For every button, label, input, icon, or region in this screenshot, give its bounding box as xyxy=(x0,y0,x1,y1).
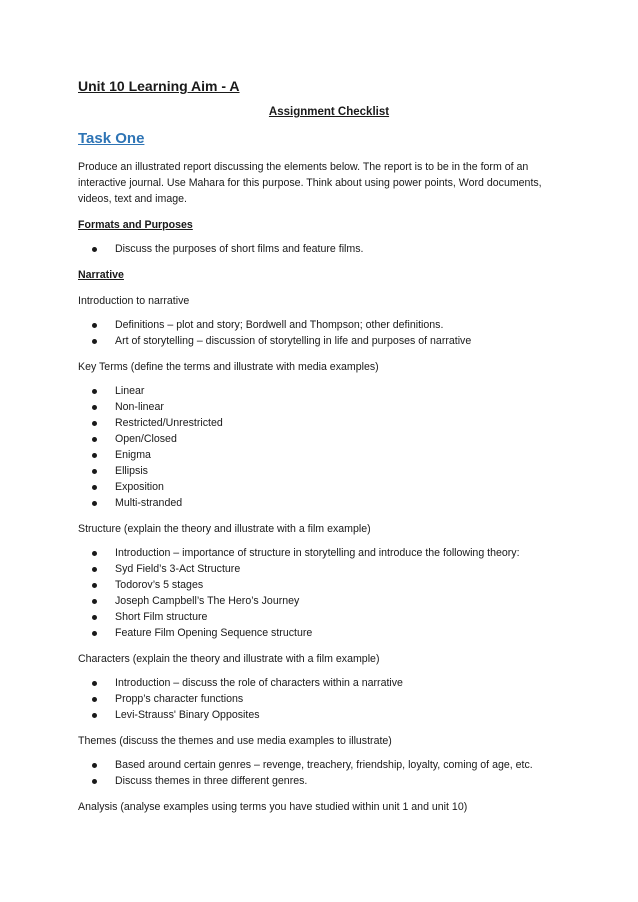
analysis-label: Analysis (analyse examples using terms you have studied within unit 1 and unit 10) xyxy=(78,801,468,813)
list-item-text: Introduction – discuss the role of characters within a narrative xyxy=(115,677,403,689)
bullet-icon xyxy=(92,763,97,768)
bullet-icon xyxy=(92,247,97,252)
list-item xyxy=(115,479,558,495)
bullet-icon xyxy=(92,421,97,426)
bullet-icon xyxy=(92,631,97,636)
bullet-icon xyxy=(92,599,97,604)
list-item-text: Ellipsis xyxy=(115,465,148,477)
list-item-text: Based around certain genres – revenge, treachery, friendship, loyalty, coming of age, etc. xyxy=(115,759,533,771)
list-item xyxy=(115,757,558,773)
structure-list xyxy=(78,545,558,641)
bullet-icon xyxy=(92,323,97,328)
list-item xyxy=(115,691,558,707)
list-item xyxy=(115,609,558,625)
key-terms-label: Key Terms (define the terms and illustrate with media examples) xyxy=(78,361,379,373)
narrative-heading: Narrative xyxy=(78,269,124,281)
bullet-icon xyxy=(92,697,97,702)
bullet-icon xyxy=(92,567,97,572)
list-item-text: Propp’s character functions xyxy=(115,693,244,705)
list-item xyxy=(115,495,558,511)
list-item-text: Discuss themes in three different genres. xyxy=(115,775,308,787)
list-item-text: Definitions – plot and story; Bordwell and Thompson; other definitions. xyxy=(115,319,444,331)
list-item xyxy=(115,241,558,257)
list-item-text: Enigma xyxy=(115,449,151,461)
list-item-text: Joseph Campbell’s The Hero’s Journey xyxy=(115,595,300,607)
list-item xyxy=(115,383,558,399)
list-item xyxy=(115,415,558,431)
list-item-text: Discuss the purposes of short films and feature films. xyxy=(115,243,364,255)
list-item xyxy=(115,593,558,609)
list-item xyxy=(115,463,558,479)
document-title: Unit 10 Learning Aim - A xyxy=(78,78,240,94)
list-item-text: Multi-stranded xyxy=(115,497,183,509)
list-item xyxy=(115,577,558,593)
list-item-text: Non-linear xyxy=(115,401,164,413)
bullet-icon xyxy=(92,681,97,686)
key-terms-list xyxy=(78,383,558,511)
bullet-icon xyxy=(92,713,97,718)
list-item-text: Syd Field’s 3-Act Structure xyxy=(115,563,241,575)
bullet-icon xyxy=(92,437,97,442)
bullet-icon xyxy=(92,779,97,784)
list-item xyxy=(115,707,558,723)
narrative-intro-label: Introduction to narrative xyxy=(78,295,190,307)
list-item xyxy=(115,333,558,349)
document-subtitle: Assignment Checklist xyxy=(268,106,390,118)
list-item xyxy=(115,561,558,577)
bullet-icon xyxy=(92,453,97,458)
list-item xyxy=(115,773,558,789)
bullet-icon xyxy=(92,389,97,394)
themes-label: Themes (discuss the themes and use media examples to illustrate) xyxy=(78,735,392,747)
intro-paragraph: Produce an illustrated report discussing the elements below. The report is to be in the form of an interactive journal. Use Mahara for this purpose. Think about using power points, Word documents, videos, text and image. xyxy=(78,161,542,205)
list-item-text: Open/Closed xyxy=(115,433,177,445)
list-item xyxy=(115,545,558,561)
list-item-text: Short Film structure xyxy=(115,611,208,623)
list-item-text: Feature Film Opening Sequence structure xyxy=(115,627,313,639)
bullet-icon xyxy=(92,583,97,588)
list-item xyxy=(115,675,558,691)
bullet-icon xyxy=(92,615,97,620)
characters-list xyxy=(78,675,558,723)
list-item xyxy=(115,447,558,463)
bullet-icon xyxy=(92,501,97,506)
themes-list xyxy=(78,757,558,789)
document-body xyxy=(78,159,558,823)
bullet-icon xyxy=(92,551,97,556)
bullet-icon xyxy=(92,339,97,344)
formats-list xyxy=(78,241,558,257)
list-item-text: Linear xyxy=(115,385,145,397)
list-item xyxy=(115,399,558,415)
characters-label: Characters (explain the theory and illustrate with a film example) xyxy=(78,653,380,665)
list-item-text: Exposition xyxy=(115,481,164,493)
task-heading: Task One xyxy=(78,130,145,147)
list-item-text: Todorov’s 5 stages xyxy=(115,579,204,591)
list-item xyxy=(115,625,558,641)
structure-label: Structure (explain the theory and illustrate with a film example) xyxy=(78,523,371,535)
bullet-icon xyxy=(92,469,97,474)
list-item-text: Restricted/Unrestricted xyxy=(115,417,223,429)
list-item xyxy=(115,317,558,333)
list-item-text: Art of storytelling – discussion of storytelling in life and purposes of narrative xyxy=(115,335,472,347)
list-item-text: Introduction – importance of structure in storytelling and introduce the following theory: xyxy=(115,547,520,559)
bullet-icon xyxy=(92,485,97,490)
bullet-icon xyxy=(92,405,97,410)
formats-heading: Formats and Purposes xyxy=(78,219,193,231)
list-item-text: Levi-Strauss' Binary Opposites xyxy=(115,709,260,721)
narrative-intro-list xyxy=(78,317,558,349)
list-item xyxy=(115,431,558,447)
